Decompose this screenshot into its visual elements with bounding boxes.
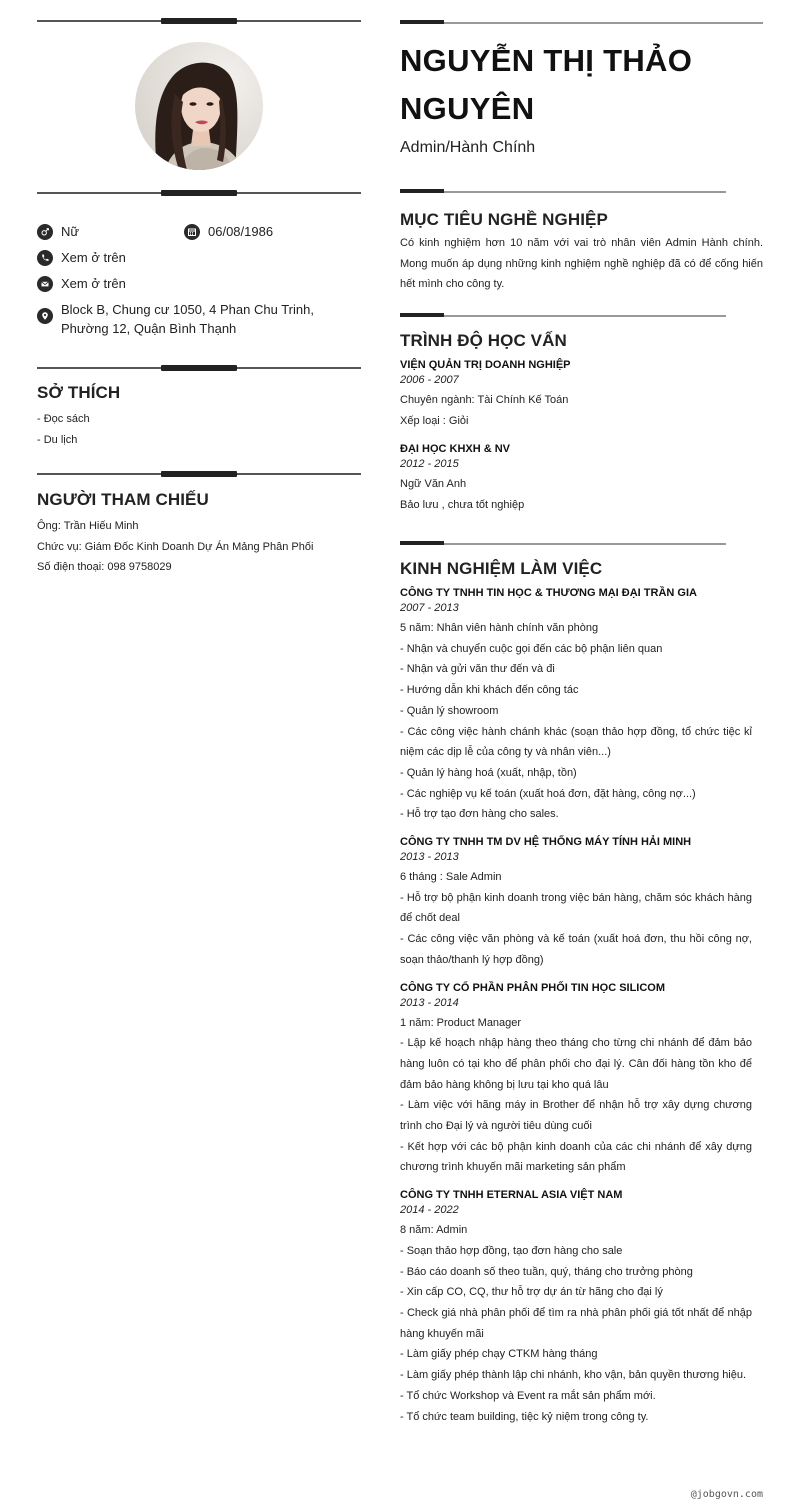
- experience-line: - Quản lý showroom: [400, 704, 499, 717]
- reference-position: Chức vụ: Giám Đốc Kinh Doanh Dự Án Mảng Phân Phối: [37, 540, 314, 553]
- experience-line: - Quản lý hàng hoá (xuất, nhập, tồn): [400, 766, 577, 779]
- reference-name: Ông: Trần Hiếu Minh: [37, 520, 139, 532]
- envelope-icon: [37, 276, 53, 292]
- company-name: CÔNG TY TNHH TIN HỌC & THƯƠNG MẠI ĐẠI TRẦN GIA: [400, 587, 697, 599]
- experience-period: 2013 - 2013: [400, 851, 459, 864]
- experience-item: [400, 587, 752, 825]
- divider: [400, 20, 763, 25]
- hobbies-title: SỞ THÍCH: [37, 383, 121, 402]
- experience-period: 2014 - 2022: [400, 1204, 459, 1217]
- experience-line: - Nhận và chuyển cuộc gọi đến các bộ phận liên quan: [400, 642, 663, 655]
- gender-icon: [37, 224, 53, 240]
- experience-line: - Kết hợp với các bộ phận kinh doanh của các chi nhánh để xây dựng chương trình khuyến mãi marketing sản phẩm: [400, 1140, 752, 1174]
- experience-line: - Các công việc hành chánh khác (soạn thảo hợp đồng, tổ chức tiệc kỉ niệm các dịp lễ của công ty và nhân viên...): [400, 725, 752, 759]
- references-section: [37, 490, 361, 578]
- company-name: CÔNG TY CỔ PHẦN PHÂN PHỐI TIN HỌC SILICOM: [400, 981, 666, 994]
- phone-icon: [37, 250, 53, 266]
- experience-title: KINH NGHIỆM LÀM VIỆC: [400, 559, 603, 578]
- education-period: 2006 - 2007: [400, 374, 459, 386]
- calendar-icon: [184, 224, 200, 240]
- phone-row: [37, 248, 361, 267]
- gender-value: Nữ: [61, 224, 80, 239]
- experience-line: - Tổ chức team building, tiệc kỷ niệm trong công ty.: [400, 1410, 649, 1423]
- education-section: [400, 331, 763, 516]
- avatar: [135, 42, 263, 170]
- company-name: CÔNG TY TNHH TM DV HỆ THỐNG MÁY TÍNH HẢI MINH: [400, 836, 692, 849]
- experience-line: - Hỗ trợ tạo đơn hàng cho sales.: [400, 808, 559, 821]
- education-item: [400, 443, 763, 515]
- divider: [37, 189, 361, 197]
- company-name: CÔNG TY TNHH ETERNAL ASIA VIỆT NAM: [400, 1189, 623, 1202]
- references-title: NGƯỜI THAM CHIẾU: [37, 490, 209, 509]
- experience-line: - Hỗ trợ bộ phận kinh doanh trong việc bán hàng, chăm sóc khách hàng để chốt deal: [400, 891, 752, 925]
- experience-line: 5 năm: Nhân viên hành chính văn phòng: [400, 622, 599, 634]
- dob-value: 06/08/1986: [208, 224, 274, 239]
- education-detail: Ngữ Văn Anh: [400, 478, 467, 491]
- experience-line: - Làm giấy phép chạy CTKM hàng tháng: [400, 1348, 598, 1361]
- address-row: [37, 300, 361, 338]
- school-name: ĐẠI HỌC KHXH & NV: [400, 443, 511, 456]
- objective-title: MỤC TIÊU NGHỀ NGHIỆP: [400, 210, 608, 229]
- education-title: TRÌNH ĐỘ HỌC VẤN: [400, 331, 567, 350]
- experience-line: 8 năm: Admin: [400, 1224, 468, 1237]
- divider: [37, 470, 361, 478]
- location-pin-icon: [37, 308, 53, 324]
- objective-text: Có kinh nghiệm hơn 10 năm với vai trò nhân viên Admin Hành chính. Mong muốn áp dụng những kinh nghiệm nghề nghiệp đã có để cống hiến hết mình cho công ty.: [400, 237, 763, 291]
- address-value: Block B, Chung cư 1050, 4 Phan Chu Trinh, Phường 12, Quận Bình Thạnh: [61, 302, 314, 336]
- education-item: [400, 359, 763, 431]
- experience-period: 2013 - 2014: [400, 996, 459, 1009]
- experience-item: [400, 982, 752, 1179]
- experience-line: - Làm việc với hãng máy in Brother để nhận hỗ trợ xây dựng chương trình cho Đại lý và người tiêu dùng cuối: [400, 1099, 752, 1133]
- divider: [400, 313, 726, 318]
- divider: [37, 17, 361, 25]
- experience-line: - Lập kế hoạch nhập hàng theo tháng cho từng chi nhánh để đảm bảo hàng luôn có tại kho để phân phối cho đại lý. Cân đối hàng tồn kho để đảm bảo hàng không bị lưu tại kho quá lâu: [400, 1037, 752, 1091]
- experience-line: - Soạn thảo hợp đồng, tạo đơn hàng cho sale: [400, 1244, 623, 1257]
- experience-line: - Xin cấp CO, CQ, thư hỗ trợ dự án từ hãng cho đại lý: [400, 1286, 663, 1299]
- experience-line: - Báo cáo doanh số theo tuần, quý, tháng cho trưởng phòng: [400, 1265, 693, 1278]
- gender-row: [37, 222, 184, 241]
- experience-item: [400, 836, 752, 971]
- experience-period: 2007 - 2013: [400, 602, 459, 614]
- education-period: 2012 - 2015: [400, 458, 459, 471]
- header: [400, 37, 763, 157]
- experience-line: - Tổ chức Workshop và Event ra mắt sản phẩm mới.: [400, 1389, 656, 1402]
- hobbies-section: [37, 383, 361, 450]
- experience-item: [400, 1189, 752, 1427]
- divider: [37, 364, 361, 372]
- education-detail: Chuyên ngành: Tài Chính Kế Toán: [400, 394, 569, 406]
- full-name: NGUYỄN THỊ THẢO NGUYÊN: [400, 43, 693, 126]
- experience-line: - Check giá nhà phân phối để tìm ra nhà phân phối giá tốt nhất để nhập hàng khuyến mãi: [400, 1306, 752, 1340]
- email-value: Xem ở trên: [61, 276, 126, 291]
- experience-line: - Hướng dẫn khi khách đến công tác: [400, 684, 579, 697]
- experience-line: 6 tháng : Sale Admin: [400, 871, 502, 884]
- experience-line: 1 năm: Product Manager: [400, 1016, 522, 1029]
- hobby-item: - Du lịch: [37, 433, 78, 446]
- education-detail: Xếp loại : Giỏi: [400, 414, 469, 427]
- divider: [400, 541, 726, 546]
- email-row: [37, 274, 361, 293]
- watermark: @jobgovn.com: [690, 1489, 763, 1500]
- experience-line: - Nhận và gửi văn thư đến và đi: [400, 663, 555, 676]
- phone-value: Xem ở trên: [61, 250, 126, 265]
- hobby-item: - Đọc sách: [37, 413, 90, 425]
- portrait-photo: [135, 42, 263, 170]
- experience-line: - Các công việc văn phòng và kế toán (xuất hoá đơn, thu hồi công nợ, soạn thảo/thanh lý hợp đồng): [400, 933, 752, 966]
- divider: [400, 189, 726, 194]
- experience-section: [400, 559, 752, 1427]
- reference-phone: Số điện thoại: 098 9758029: [37, 561, 172, 574]
- contact-info: [37, 222, 361, 338]
- job-title: Admin/Hành Chính: [400, 139, 536, 156]
- experience-line: - Làm giấy phép thành lập chi nhánh, kho vận, bản quyền thương hiệu.: [400, 1369, 747, 1382]
- school-name: VIỆN QUẢN TRỊ DOANH NGHIỆP: [400, 359, 571, 371]
- education-detail: Bảo lưu , chưa tốt nghiệp: [400, 499, 525, 512]
- experience-line: - Các nghiệp vụ kế toán (xuất hoá đơn, đặt hàng, công nợ...): [400, 787, 696, 800]
- dob-row: [184, 222, 273, 241]
- objective-section: [400, 210, 763, 295]
